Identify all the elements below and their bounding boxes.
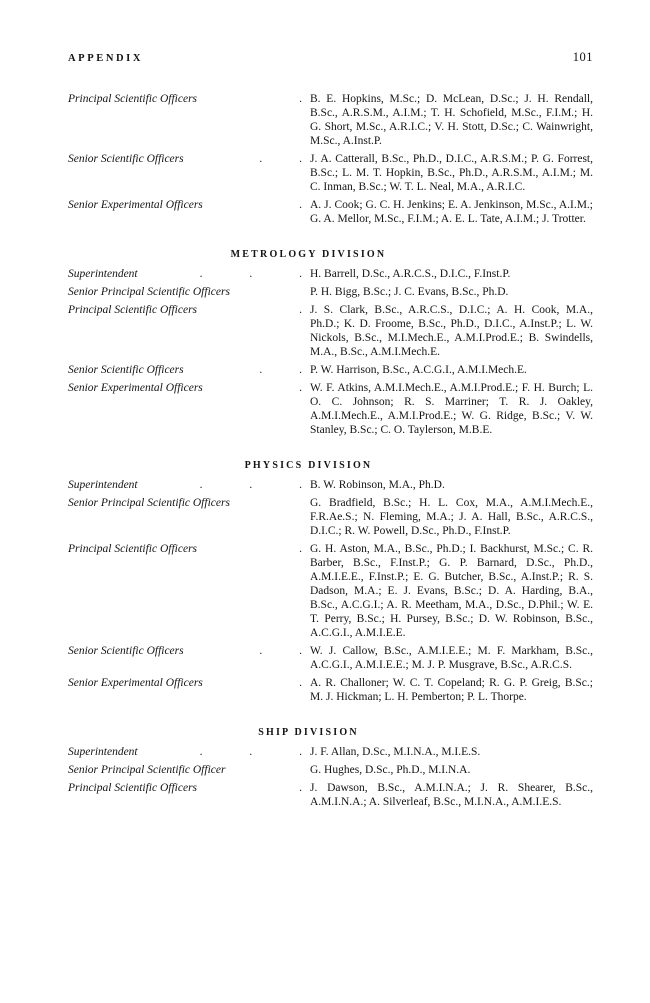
officer-names: G. H. Aston, M.A., B.Sc., Ph.D.; I. Backhurst, M.Sc.; C. R. Barber, B.Sc., F.Inst.P.; G. P. Barnard, D.Sc., Ph.D., A.M.I.E.E., F.Inst.P.; E. G. Butcher, B.Sc., A.Inst.P.; R. S. Dadson, M.A.; E. J. Evans, B.Sc.; D. A. Harding, B.A., B.Sc., A.C.G.I.; A. R. Meetham, M.A., D.Sc., D.Phil.; W. E. T. Perry, B.Sc.; H. Pursey, B.Sc.; D. W. Robinson, B.Sc., A.C.G.I., A.M.I.E.E. xyxy=(310,543,593,639)
officer-names: J. S. Clark, B.Sc., A.R.C.S., D.I.C.; A. H. Cook, M.A., Ph.D.; K. D. Froome, B.Sc., Ph.D., D.I.C., A.Inst.P.; L. W. Nickols, B.Sc., M.I.Mech.E., A.M.I.Prod.E.; B. Swindells, M.A., B.Sc., A.M.I.Mech.E. xyxy=(310,304,593,358)
officer-entry xyxy=(68,496,593,538)
rank-label: Senior Experimental Officers xyxy=(68,677,203,689)
dot-leader: . xyxy=(299,782,302,794)
running-head: APPENDIX xyxy=(68,53,144,64)
rank-label: Superintendent xyxy=(68,268,138,280)
officer-names: W. J. Callow, B.Sc., A.M.I.E.E.; M. F. Markham, B.Sc., A.C.G.I., A.M.I.E.E.; M. J. P. Musgrave, B.Sc., A.R.C.S. xyxy=(310,645,593,671)
officer-names: J. F. Allan, D.Sc., M.I.N.A., M.I.E.S. xyxy=(310,746,481,758)
officer-entry xyxy=(68,542,593,640)
officer-names: J. Dawson, B.Sc., A.M.I.N.A.; J. R. Shearer, B.Sc., A.M.I.N.A.; A. Silverleaf, B.Sc., M.I.N.A., A.M.I.E.S. xyxy=(310,782,593,808)
officer-entry xyxy=(68,478,593,492)
officer-entry xyxy=(68,152,593,194)
dot-leader: . xyxy=(299,199,302,211)
section-heading-metrology: METROLOGY DIVISION xyxy=(230,249,387,260)
dot-leader: . . xyxy=(259,153,302,165)
rank-label: Senior Experimental Officers xyxy=(68,382,203,394)
dot-leader: . . . xyxy=(199,268,302,280)
officer-names: G. Bradfield, B.Sc.; H. L. Cox, M.A., A.M.I.Mech.E., F.R.Ae.S.; N. Fleming, M.A.; J. A. Hall, B.Sc., A.R.C.S., D.I.C.; R. W. Powell, D.Sc., Ph.D., F.Inst.P. xyxy=(310,497,593,537)
dot-leader: . xyxy=(299,93,302,105)
rank-label: Senior Principal Scientific Officers xyxy=(68,286,230,298)
officer-names: A. J. Cook; G. C. H. Jenkins; E. A. Jenkinson, M.Sc., A.I.M.; G. A. Mellor, M.Sc., F.I.M.; A. E. L. Tate, A.I.M.; J. Trotter. xyxy=(310,199,593,225)
officer-entry xyxy=(68,644,593,672)
officer-entry xyxy=(68,676,593,704)
dot-leader: . . . xyxy=(199,479,302,491)
officer-names: B. E. Hopkins, M.Sc.; D. McLean, D.Sc.; J. H. Rendall, B.Sc., A.R.S.M., A.I.M.; T. H. Schofield, M.Sc., F.I.M.; H. G. Short, M.Sc., A.R.I.C.; V. H. Stott, D.Sc.; C. Wainwright, M.Sc., A.Inst.P. xyxy=(310,93,593,147)
rank-label: Senior Principal Scientific Officer xyxy=(68,764,226,776)
officer-entry xyxy=(68,198,593,226)
dot-leader: . . xyxy=(259,364,302,376)
dot-leader: . . . xyxy=(199,746,302,758)
dot-leader: . . xyxy=(259,645,302,657)
dot-leader: . xyxy=(299,677,302,689)
rank-label: Superintendent xyxy=(68,746,138,758)
section-heading-ship: SHIP DIVISION xyxy=(258,727,359,738)
officer-names: P. W. Harrison, B.Sc., A.C.G.I., A.M.I.Mech.E. xyxy=(310,364,527,376)
officer-entry xyxy=(68,763,593,777)
rank-label: Principal Scientific Officers xyxy=(68,93,198,105)
officer-names: J. A. Catterall, B.Sc., Ph.D., D.I.C., A.R.S.M.; P. G. Forrest, B.Sc.; L. M. T. Hopkin, B.Sc., Ph.D., A.R.S.M., A.I.M.; M. C. Inman, B.Sc.; W. T. L. Neal, M.A., A.R.I.C. xyxy=(310,153,593,193)
officer-names: P. H. Bigg, B.Sc.; J. C. Evans, B.Sc., Ph.D. xyxy=(310,286,509,298)
officer-names: G. Hughes, D.Sc., Ph.D., M.I.N.A. xyxy=(310,764,471,776)
section-heading-physics: PHYSICS DIVISION xyxy=(244,460,373,471)
rank-label: Senior Scientific Officers xyxy=(68,153,184,165)
rank-label: Principal Scientific Officers xyxy=(68,543,198,555)
rank-label: Senior Scientific Officers xyxy=(68,364,184,376)
page-number: 101 xyxy=(572,50,593,64)
officer-entry xyxy=(68,781,593,809)
officer-entry xyxy=(68,745,593,759)
officer-entry xyxy=(68,363,593,377)
officer-names: W. F. Atkins, A.M.I.Mech.E., A.M.I.Prod.E.; F. H. Burch; L. O. C. Johnson; R. S. Marriner; T. R. J. Oakley, A.M.I.Mech.E., A.M.I.Prod.E.; W. G. Ridge, B.Sc.; V. W. Stanley, B.Sc.; C. O. Taylerson, M.B.E. xyxy=(310,382,593,436)
officer-names: B. W. Robinson, M.A., Ph.D. xyxy=(310,479,445,491)
dot-leader: . xyxy=(299,543,302,555)
officer-names: A. R. Challoner; W. C. T. Copeland; R. G. P. Greig, B.Sc.; M. J. Hickman; L. H. Pemberton; P. L. Thorpe. xyxy=(310,677,593,703)
officer-entry xyxy=(68,381,593,437)
rank-label: Senior Scientific Officers xyxy=(68,645,184,657)
officer-entry xyxy=(68,303,593,359)
page-header xyxy=(68,50,593,65)
rank-label: Senior Experimental Officers xyxy=(68,199,203,211)
dot-leader: . xyxy=(299,304,302,316)
dot-leader: . xyxy=(299,382,302,394)
rank-label: Superintendent xyxy=(68,479,138,491)
rank-label: Principal Scientific Officers xyxy=(68,304,198,316)
rank-label: Principal Scientific Officers xyxy=(68,782,198,794)
officer-entry xyxy=(68,285,593,299)
rank-label: Senior Principal Scientific Officers xyxy=(68,497,230,509)
officer-entry xyxy=(68,92,593,148)
officer-names: H. Barrell, D.Sc., A.R.C.S., D.I.C., F.Inst.P. xyxy=(310,268,511,280)
officer-entry xyxy=(68,267,593,281)
